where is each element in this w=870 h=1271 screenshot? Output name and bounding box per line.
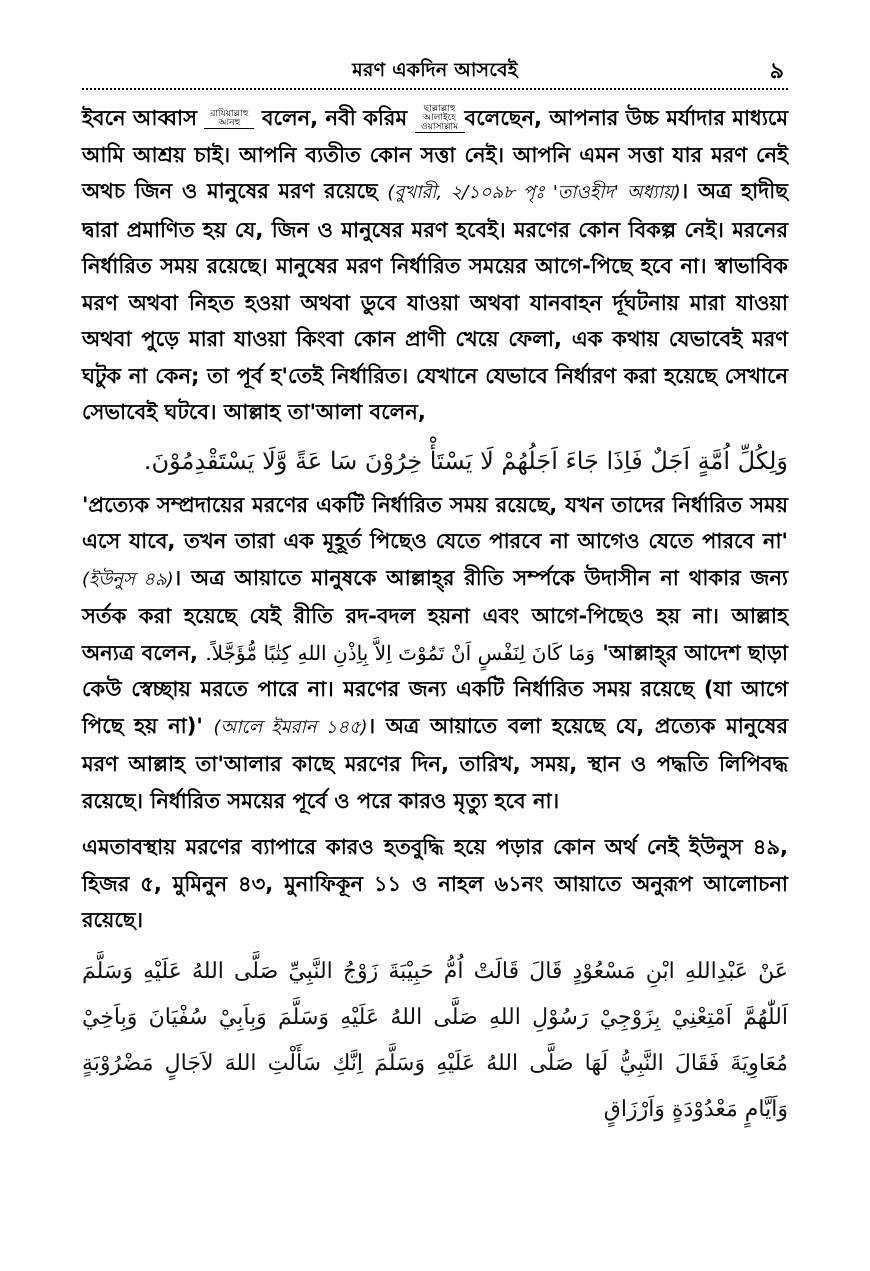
paragraph-1 — [82, 100, 788, 431]
page-body — [82, 100, 788, 1133]
page-number: ৯ — [769, 59, 784, 84]
reference-ale-imran: (আলে ইমরান ১৪৫) — [213, 716, 368, 738]
inline-ayah-arabic: وَمَا كَانَ لِنَفْسٍ اَنْ تَمُوْتَ اِلاَّ بِاِذْنِ اللهِ كِتٰبًا مُّؤَجَّلاً. — [205, 640, 595, 665]
para1-text-4: । অত্র হাদীছ দ্বারা প্রমাণিত হয় যে, জিন ও মানুষের মরণ হবেই। মরণের কোন বিকল্প নেই। মরনের নির্ধারিত সময় রয়েছে। মানুষের মরণ নির্ধারিত সময়ের আগে-পিছে হবে না। স্বাভাবিক মরণ অথবা নিহত হওয়া অথবা ডুবে যাওয়া অথবা যানবাহন র্দূঘটনায় মারা যাওয়া অথবা পুড়ে মারা যাওয়া কিংবা কোন প্রাণী খেয়ে ফেলা, এক কথায় যেভাবেই মরণ ঘটুক না কেন; তা পূর্ব হ'তেই নির্ধারিত। যেখানে যেভাবে নির্ধারণ করা হয়েছে সেখানে সেভাবেই ঘটবে। আল্লাহ তা'আলা বলেন, — [82, 179, 789, 424]
running-title: মরণ একদিন আসবেই — [352, 59, 518, 81]
para1-text-1: ইবনে আব্বাস — [82, 106, 198, 130]
para1-text-2: বলেন, নবী করিম — [261, 106, 408, 130]
running-header — [82, 54, 788, 90]
paragraph-3: এমতাবস্থায় মরণের ব্যাপারে কারও হতবুদ্ধি হয়ে পড়ার কোন অর্থ নেই ইউনুস ৪৯, হিজর ৫, মুমিনুন ৪৩, মুনাফিকূন ১১ ও নাহল ৬১নং আয়াতে অনুরূপ আলোচনা রয়েছে। — [82, 835, 788, 932]
para1-text-3: বলেছেন, আপনার উচ্চ মর্যাদার মাধ্যমে আমি আশ্রয় চাই। আপনি ব্যতীত কোন সত্তা নেই। আপনি এমন সত্তা যার মরণ নেই অথচ জিন ও মানুষের মরণ রয়েছে — [82, 106, 789, 203]
paragraph-2 — [82, 487, 788, 820]
quran-ayah-arabic: وَلِكُلِّ اُمَّةٍ اَجَلٌ فَاِذَا جَاءَ اَجَلُهُمْ لَا يَسْتَأْ خِرُوْنَ سَا عَةً وَّلَا يَسْتَقْدِمُوْنَ. — [143, 446, 788, 475]
reference-bukhari: (বুখারী, ২/১০৯৮ পৃঃ 'তাওহীদ' অধ্যায়) — [387, 182, 681, 203]
para2-text-3: 'আল্লাহ্‌র আদেশ ছাড়া কেউ স্বেচ্ছায় মরতে পারে না। মরণের জন্য একটি নির্ধারিত সময় রয়েছে (যা আগে পিছে হয় না)' — [82, 640, 789, 738]
para2-text-4: । অত্র আয়াতে বলা হয়েছে যে, প্রত্যেক মানুষের মরণ আল্লাহ তা'আলার কাছে মরণের দিন, তারিখ, সময়, স্থান ও পদ্ধতি লিপিবদ্ধ রয়েছে। নির্ধারিত সময়ের পূর্বে ও পরে কারও মৃত্যু হবে না। — [82, 713, 788, 813]
hadith-arabic: عَنْ عَبْدِاللهِ ابْنِ مَسْعُوْدٍ قَالَ قَالَتْ اُمُّ حَبِيْبَةَ زَوْجُ النَّبِيِّ صَلَّى اللهُ عَلَيْهِ وَسَلَّمَ اَللّٰهُمَّ اَمْتِعْنِيْ بِزَوْجِيْ رَسُوْلِ اللهِ صَلَّى اللهُ عَلَيْهِ وَسَلَّمَ وَبِاَبِيْ سُفْيَانَ وَبِاَخِيْ مُعَاوِيَةَ فَقَالَ النَّبِيُّ لَهَا صَلَّى اللهُ عَلَيْهِ وَسَلَّمَ اِنَّكِ سَأَلْتِ اللهَ لاَجَالٍ مَضْرُوْبَةٍ وَاَيَّامٍ مَعْدُوْدَةٍ وَاَرْزَاقٍ — [82, 958, 788, 1122]
para2-text-1: 'প্রত্যেক সম্প্রদায়ের মরণের একটি নির্ধারিত সময় রয়েছে, যখন তাদের নির্ধারিত সময় এসে যাবে, তখন তারা এক মূহূর্ত পিছেও যেতে পারবে না আগেও যেতে পারবে না' — [82, 492, 788, 553]
reference-yunus: (ইউনুস ৪৯) — [82, 568, 174, 590]
honorific-ra-icon: রাযিয়াল্লাহু আনহু — [204, 110, 254, 129]
honorific-saw-icon: ছাল্লাল্লাহু আলাইহে ওয়াসাল্লাম — [415, 105, 465, 133]
para2-text-2: । অত্র আয়াতে মানুষকে আল্লাহ্‌র রীতি সর্ম্পকে উদাসীন না থাকার জন্য সর্তক করা হয়েছে যেই রীতি রদ-বদল হয়না এবং আগে-পিছেও হয় না। আল্লাহ অন্যত্র বলেন, — [82, 565, 788, 665]
